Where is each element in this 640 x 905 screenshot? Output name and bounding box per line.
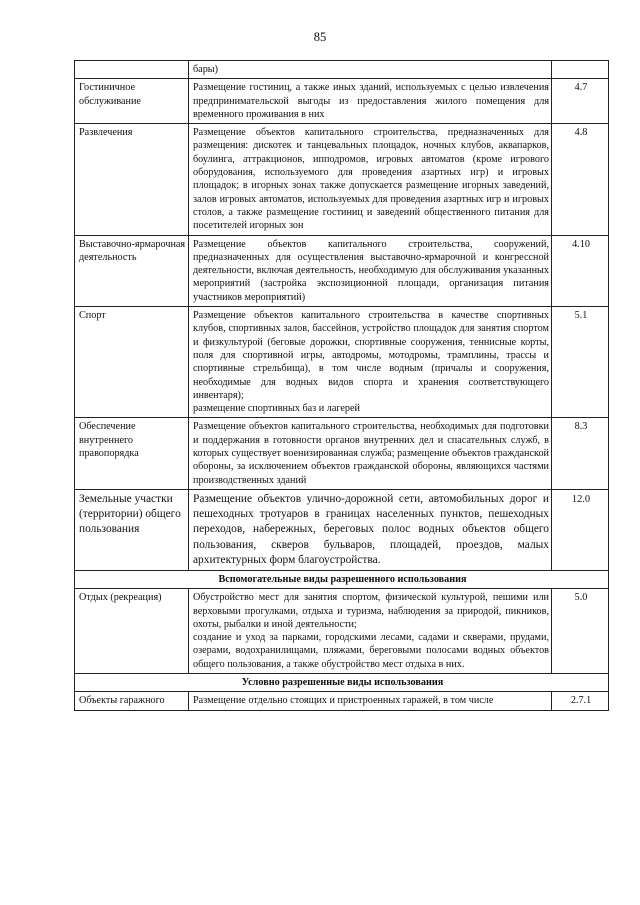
section-row xyxy=(75,674,609,692)
use-name-cell: Обеспечение внутреннего правопорядка xyxy=(75,418,189,489)
use-description-cell xyxy=(189,307,552,418)
description-paragraph: размещение спортивных баз и лагерей xyxy=(193,403,360,415)
land-use-table xyxy=(74,60,609,711)
use-description-cell xyxy=(189,79,552,124)
table-row xyxy=(75,692,609,710)
table-row xyxy=(75,589,609,674)
use-name-cell: Спорт xyxy=(75,307,189,418)
table-row xyxy=(75,61,609,79)
section-heading-conditional: Условно разрешенные виды использования xyxy=(75,674,609,692)
description-paragraph: Размещение объектов капитального строительства, сооружений, предназначенных для осуществления выставочно-ярмарочной и конгрессной деятельности, включая деятельность, необходимую для обслуживания указанных мероприятий (застройка экспозиционной площади, организация питания участников мероприятий) xyxy=(193,238,549,303)
description-paragraph: Размещение объектов капитального строительства, предназначенных для размещения: дискотек и танцевальных площадок, ночных клубов, аквапарков, боулинга, аттракционов, ипподромов, игровых автоматов (кроме игрового оборудования, используемого для проведения азартных игр) и игровых площадок; в игорных зонах также допускается размещение игорных заведений, залов игровых автоматов, используемых для проведения азартных игр и игровых столов, а также размещение гостиниц и заведений общественного питания для посетителей игорных зон xyxy=(193,127,549,232)
use-description-cell xyxy=(189,235,552,306)
section-row xyxy=(75,570,609,588)
description-paragraph: создание и уход за парками, городскими лесами, садами и скверами, прудами, озерами, водохранилищами, пляжами, береговыми полосами водных объектов общего пользования, а также обустройство мест отдыха в них. xyxy=(193,632,549,670)
use-name-cell: Гостиничное обслуживание xyxy=(75,79,189,124)
use-name-cell: Объекты гаражного xyxy=(75,692,189,710)
use-code-cell xyxy=(552,61,609,79)
use-description-cell xyxy=(189,489,552,570)
use-code-cell: 2.7.1 xyxy=(552,692,609,710)
use-description-cell xyxy=(189,692,552,710)
section-heading-auxiliary: Вспомогательные виды разрешенного использования xyxy=(75,570,609,588)
description-paragraph: бары) xyxy=(193,64,219,75)
use-code-cell: 4.8 xyxy=(552,124,609,235)
table-row xyxy=(75,79,609,124)
description-paragraph: Размещение объектов капитального строительства в качестве спортивных клубов, спортивных залов, бассейнов, устройство площадок для занятия спортом и физкультурой (беговые дорожки, спортивные сооружения, теннисные корты, поля для спортивной игры, автодромы, мотодромы, трамплины, трассы и спортивные стрельбища), в том числе водным (причалы и сооружения, необходимые для водных видов спорта и хранения соответствующего инвентаря); xyxy=(193,310,549,401)
use-code-cell: 5.1 xyxy=(552,307,609,418)
use-description-cell xyxy=(189,61,552,79)
description-paragraph: Обустройство мест для занятия спортом, физической культурой, пешими или верховыми прогулками, отдыха и туризма, наблюдения за природой, пикников, охоты, рыбалки и иной деятельности; xyxy=(193,592,549,630)
table-row xyxy=(75,235,609,306)
use-code-cell: 4.10 xyxy=(552,235,609,306)
description-paragraph: Размещение объектов капитального строительства, необходимых для подготовки и поддержания в готовности органов внутренних дел и спасательных служб, в которых существует военизированная служба; размещение объектов гражданской обороны, за исключением объектов гражданской обороны, являющихся частями производственных зданий xyxy=(193,421,549,486)
use-name-cell: Отдых (рекреация) xyxy=(75,589,189,674)
use-code-cell: 4.7 xyxy=(552,79,609,124)
description-paragraph: Размещение гостиниц, а также иных зданий, используемых с целью извлечения предпринимательской выгоды из предоставления жилого помещения для временного проживания в них xyxy=(193,82,549,120)
table-row xyxy=(75,418,609,489)
use-code-cell: 12.0 xyxy=(552,489,609,570)
use-code-cell: 5.0 xyxy=(552,589,609,674)
use-description-cell xyxy=(189,589,552,674)
page-number: 85 xyxy=(313,30,327,44)
use-name-cell: Выставочно-ярмарочная деятельность xyxy=(75,235,189,306)
use-name-cell: Земельные участки (территории) общего пользования xyxy=(75,489,189,570)
use-description-cell xyxy=(189,124,552,235)
use-name-cell xyxy=(75,61,189,79)
use-description-cell xyxy=(189,418,552,489)
description-paragraph: Размещение объектов улично-дорожной сети, автомобильных дорог и пешеходных тротуаров в границах населенных пунктов, пешеходных переходов, набережных, береговых полос водных объектов общего пользования, скверов бульваров, площадей, проездов, малых архитектурных форм благоустройства. xyxy=(193,492,549,566)
table-row xyxy=(75,307,609,418)
table-row xyxy=(75,489,609,570)
description-paragraph: Размещение отдельно стоящих и пристроенных гаражей, в том числе xyxy=(193,695,494,707)
use-name-cell: Развлечения xyxy=(75,124,189,235)
table-row xyxy=(75,124,609,235)
use-code-cell: 8.3 xyxy=(552,418,609,489)
